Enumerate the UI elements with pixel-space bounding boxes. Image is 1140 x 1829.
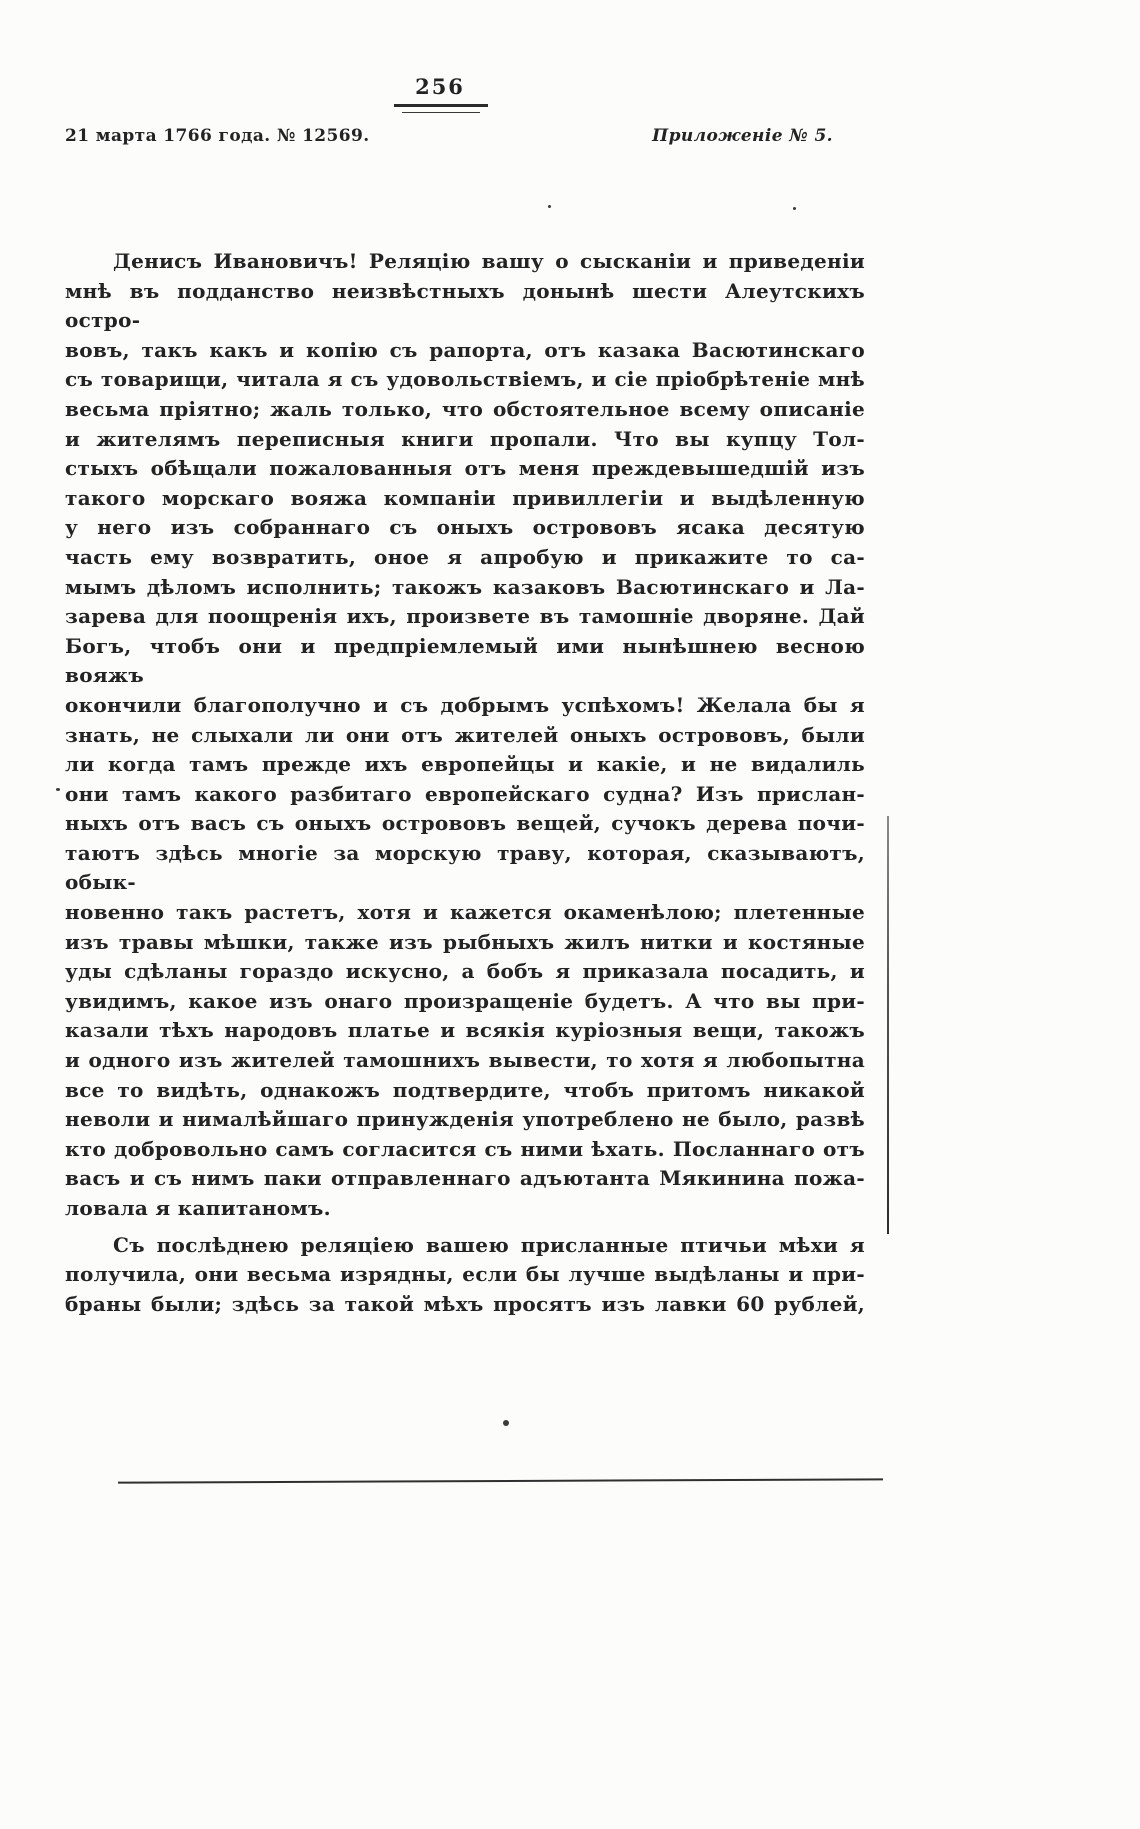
text-line: браны были; здѣсь за такой мѣхъ просятъ изъ лавки 60 рублей, bbox=[65, 1291, 865, 1316]
text-line: мнѣ въ подданство неизвѣстныхъ донынѣ шести Алеутскихъ остро- bbox=[65, 278, 865, 333]
text-line: увидимъ, какое изъ онаго произращеніе будетъ. А что вы при- bbox=[65, 988, 865, 1013]
ink-speck bbox=[548, 205, 551, 208]
text-line: все то видѣть, однакожъ подтвердите, чтобъ притомъ никакой bbox=[65, 1077, 865, 1102]
page-number-rule-thin bbox=[402, 112, 480, 113]
text-line: Денисъ Ивановичъ! Реляцію вашу о сысканіи и приведеніи bbox=[113, 249, 865, 273]
ink-speck bbox=[793, 207, 796, 210]
text-line: стыхъ обѣщали пожалованныя отъ меня преждевышедшій изъ bbox=[65, 456, 865, 481]
text-line: получила, они весьма изрядны, если бы лучше выдѣланы и при- bbox=[65, 1262, 865, 1287]
page-number: 256 bbox=[415, 74, 465, 99]
text-line: вовъ, такъ какъ и копію съ рапорта, отъ казака Васютинскаго bbox=[65, 337, 865, 362]
text-line: неволи и нималѣйшаго принужденія употреблено не было, развѣ bbox=[65, 1107, 865, 1132]
scan-artifact-vertical-line bbox=[887, 816, 889, 1234]
text-line: такого морскаго вояжа компаніи привиллегіи и выдѣленную bbox=[65, 485, 865, 510]
text-line: васъ и съ нимъ паки отправленнаго адъютанта Мякинина пожа- bbox=[65, 1166, 865, 1191]
paragraph bbox=[65, 247, 865, 1224]
text-line: и жителямъ переписныя книги пропали. Что вы купцу Тол- bbox=[65, 426, 865, 451]
text-line: ныхъ отъ васъ съ оныхъ острововъ вещей, сучокъ дерева почи- bbox=[65, 811, 865, 836]
text-line: Съ послѣднею реляціею вашею присланные птичьи мѣхи я bbox=[113, 1232, 865, 1257]
text-line: и одного изъ жителей тамошнихъ вывести, то хотя я любопытна bbox=[65, 1048, 865, 1073]
letter-body bbox=[65, 247, 865, 1319]
document-date-number: 21 марта 1766 года. № 12569. bbox=[65, 126, 370, 146]
paragraph bbox=[65, 1231, 865, 1320]
text-line: ловала я капитаномъ. bbox=[65, 1196, 331, 1220]
text-line: казали тѣхъ народовъ платье и всякія куріозныя вещи, такожъ bbox=[65, 1018, 865, 1043]
text-line: изъ травы мѣшки, также изъ рыбныхъ жилъ нитки и костяные bbox=[65, 929, 865, 954]
text-line: новенно такъ растетъ, хотя и кажется окаменѣлою; плетенные bbox=[65, 900, 865, 925]
text-line: кто добровольно самъ согласится съ ними ѣхать. Посланнаго отъ bbox=[65, 1136, 865, 1161]
text-line: знать, не слыхали ли они отъ жителей оныхъ острововъ, были bbox=[65, 722, 865, 747]
text-line: зарева для поощренія ихъ, произвете въ тамошніе дворяне. Дай bbox=[65, 604, 865, 629]
text-line: у него изъ собраннаго съ оныхъ острововъ ясака десятую bbox=[65, 515, 865, 540]
text-line: Богъ, чтобъ они и предпріемлемый ими нынѣшнею весною вояжъ bbox=[65, 633, 865, 688]
text-line: таютъ здѣсь многіе за морскую траву, которая, сказываютъ, обык- bbox=[65, 840, 865, 895]
ink-speck bbox=[56, 788, 60, 791]
text-line: часть ему возвратить, оное я апробую и прикажите то са- bbox=[65, 544, 865, 569]
scan-artifact-bottom-rule bbox=[118, 1478, 883, 1483]
text-line: весьма пріятно; жаль только, что обстоятельное всему описаніе bbox=[65, 396, 865, 421]
text-line: мымъ дѣломъ исполнить; такожъ казаковъ Васютинскаго и Ла- bbox=[65, 574, 865, 599]
ink-speck bbox=[503, 1420, 509, 1426]
page-number-rule-thick bbox=[394, 104, 488, 107]
appendix-label: Приложеніе № 5. bbox=[652, 126, 833, 146]
header-row bbox=[65, 126, 865, 146]
text-line: уды сдѣланы гораздо искусно, а бобъ я приказала посадить, и bbox=[65, 959, 865, 984]
text-line: съ товарищи, читала я съ удовольствіемъ, и сіе пріобрѣтеніе мнѣ bbox=[65, 367, 865, 392]
text-line: они тамъ какого разбитаго европейскаго судна? Изъ прислан- bbox=[65, 781, 865, 806]
text-line: ли когда тамъ прежде ихъ европейцы и какіе, и не видалиль bbox=[65, 752, 865, 777]
text-line: окончили благополучно и съ добрымъ успѣхомъ! Желала бы я bbox=[65, 692, 865, 717]
